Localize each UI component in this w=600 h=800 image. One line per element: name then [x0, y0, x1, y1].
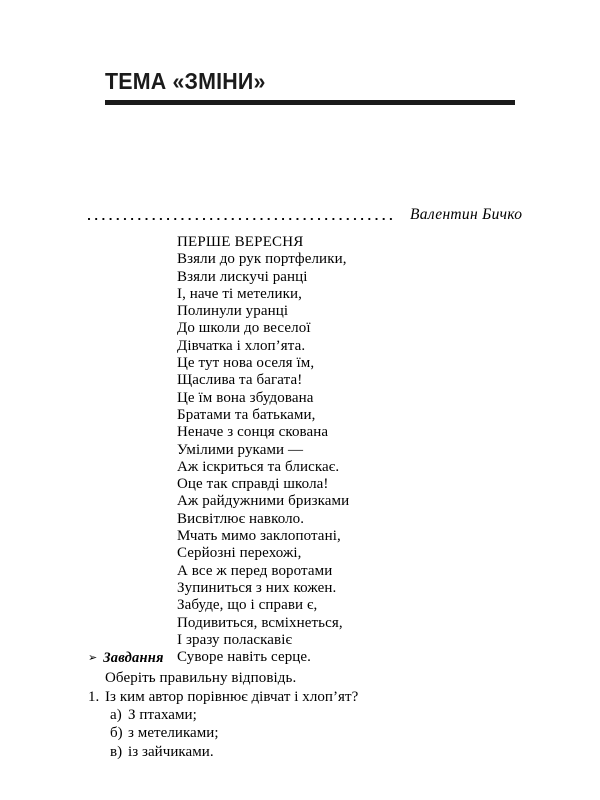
- poem-block: [177, 234, 477, 666]
- question-text: Із ким автор порівнює дівчат і хлоп’ят?: [105, 688, 359, 705]
- option-text: З птахами;: [128, 707, 197, 723]
- poem-line: Суворе навіть серце.: [177, 649, 312, 666]
- poem-line: Дівчатка і хлоп’ята.: [177, 337, 306, 354]
- answer-option[interactable]: [110, 706, 518, 724]
- dotted-leader: [88, 207, 393, 223]
- poem-line: Аж райдужними бризками: [177, 493, 350, 510]
- poem-line: Мчать мимо заклопотані,: [177, 528, 341, 545]
- poem-line: Неначе з сонця скована: [177, 424, 329, 441]
- question-number: 1.: [88, 688, 100, 705]
- tasks-block: [88, 650, 518, 761]
- option-marker: а): [110, 707, 122, 723]
- poem-line: Братами та батьками,: [177, 406, 316, 423]
- task-instruction: Оберіть правильну відповідь.: [105, 669, 297, 686]
- poem-line: А все ж перед воротами: [177, 562, 333, 579]
- option-marker: б): [110, 725, 123, 742]
- poem-line: Подивиться, всміхнеться,: [177, 614, 343, 631]
- poem-line: Забуде, що і справи є,: [177, 597, 318, 614]
- option-text: із зайчиками.: [128, 743, 214, 760]
- poem-lines: [177, 251, 477, 666]
- poem-line: Взяли до рук портфелики,: [177, 251, 347, 268]
- page-title: ТЕМА «ЗМІНИ»: [105, 68, 266, 94]
- poem-line: Щаслива та багата!: [177, 372, 303, 389]
- page-header: [105, 68, 515, 105]
- answer-options: [110, 706, 518, 761]
- poem-line: Взяли лискучі ранці: [177, 268, 308, 285]
- question-list: [88, 688, 518, 761]
- option-text: з метеликами;: [128, 725, 219, 742]
- poem-line: Полинули уранці: [177, 303, 289, 320]
- poem-line: До школи до веселої: [177, 320, 311, 337]
- author-line: [88, 203, 524, 223]
- answer-option[interactable]: [110, 743, 518, 761]
- option-marker: в): [110, 743, 123, 760]
- arrow-bullet-icon: ➢: [88, 652, 98, 664]
- poem-line: Зупиниться з них кожен.: [177, 579, 337, 596]
- header-rule: [105, 100, 515, 105]
- answer-option[interactable]: [110, 724, 518, 742]
- poem-line: Висвітлює навколо.: [177, 510, 305, 527]
- poem-line: Оце так справді школа!: [177, 476, 329, 493]
- author-name: Валентин Бичко: [410, 206, 523, 223]
- poem-line: Аж іскриться та блискає.: [177, 458, 340, 475]
- question-row: [88, 688, 518, 707]
- poem-line: І зразу поласкавіє: [177, 631, 293, 648]
- poem-line: Серйозні перехожі,: [177, 545, 302, 562]
- poem-title: ПЕРШЕ ВЕРЕСНЯ: [177, 234, 304, 250]
- poem-line: Це їм вона збудована: [177, 389, 314, 406]
- poem-line: І, наче ті метелики,: [177, 285, 302, 302]
- poem-line: Це тут нова оселя їм,: [177, 355, 315, 372]
- task-heading-label: Завдання: [103, 650, 164, 666]
- task-heading: [88, 650, 518, 669]
- poem-line: Умілими руками —: [177, 441, 304, 458]
